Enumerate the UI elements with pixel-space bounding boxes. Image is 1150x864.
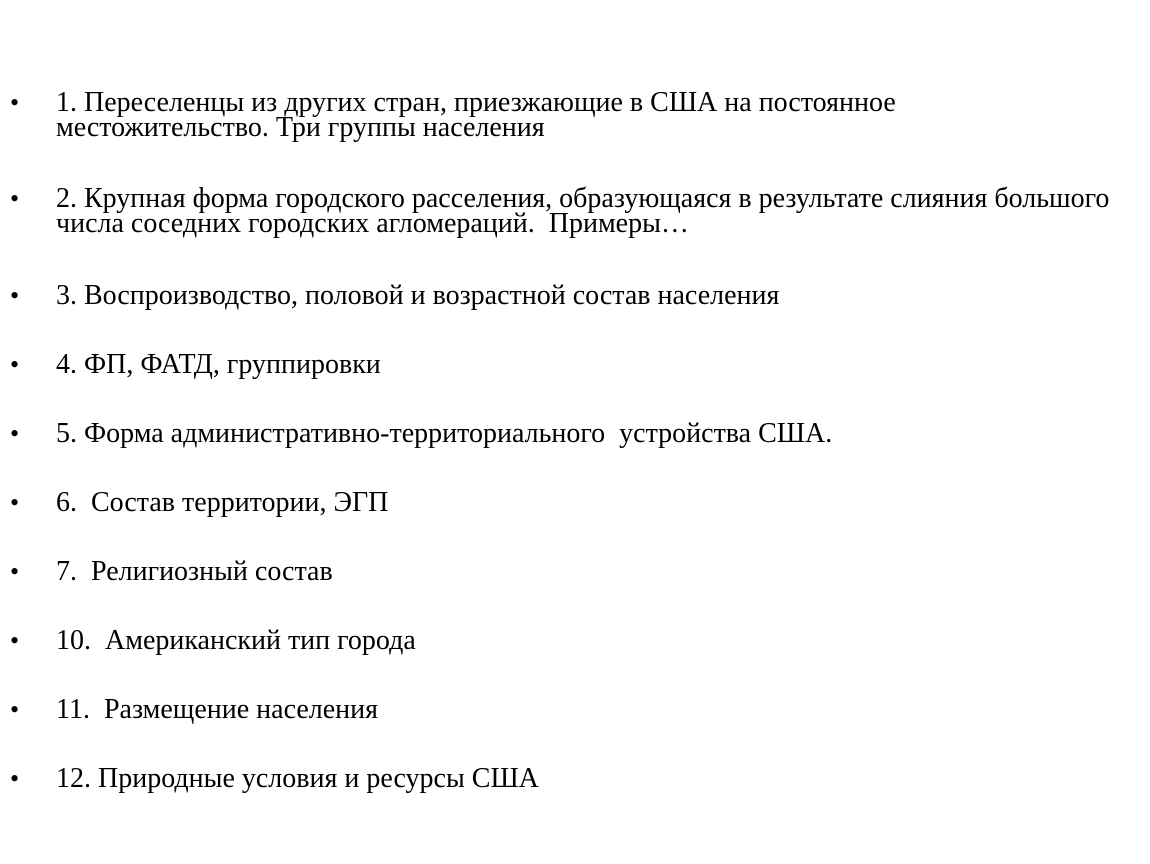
bullet-icon: • (10, 350, 20, 379)
bullet-icon: • (10, 557, 20, 586)
bullet-icon: • (10, 488, 20, 517)
list-item-text: 11. Размещение населения (56, 694, 379, 725)
list-item-text: 12. Природные условия и ресурсы США (56, 763, 539, 794)
bullet-icon: • (10, 88, 20, 117)
list-item-text: 2. Крупная форма городского расселения, образующаяся в результате слияния большого числа соседних городских агломераций. Примеры… (56, 183, 1117, 239)
bullet-icon: • (10, 184, 20, 213)
bullet-icon: • (10, 764, 20, 793)
list-item-text: 1. Переселенцы из других стран, приезжающие в США на постоянное местожительство. Три группы населения (56, 87, 903, 143)
bullet-icon: • (10, 626, 20, 655)
list-item-text: 5. Форма административно-территориального устройства США. (56, 418, 833, 449)
list-item-text: 4. ФП, ФАТД, группировки (56, 349, 381, 380)
list-item-text: 7. Религиозный состав (56, 556, 333, 587)
bullet-icon: • (10, 281, 20, 310)
bullet-icon: • (10, 419, 20, 448)
list-item-text: 10. Американский тип города (56, 625, 416, 656)
list-item-text: 6. Состав территории, ЭГП (56, 487, 389, 518)
bullet-icon: • (10, 695, 20, 724)
list-item-text: 3. Воспроизводство, половой и возрастной состав населения (56, 280, 780, 311)
